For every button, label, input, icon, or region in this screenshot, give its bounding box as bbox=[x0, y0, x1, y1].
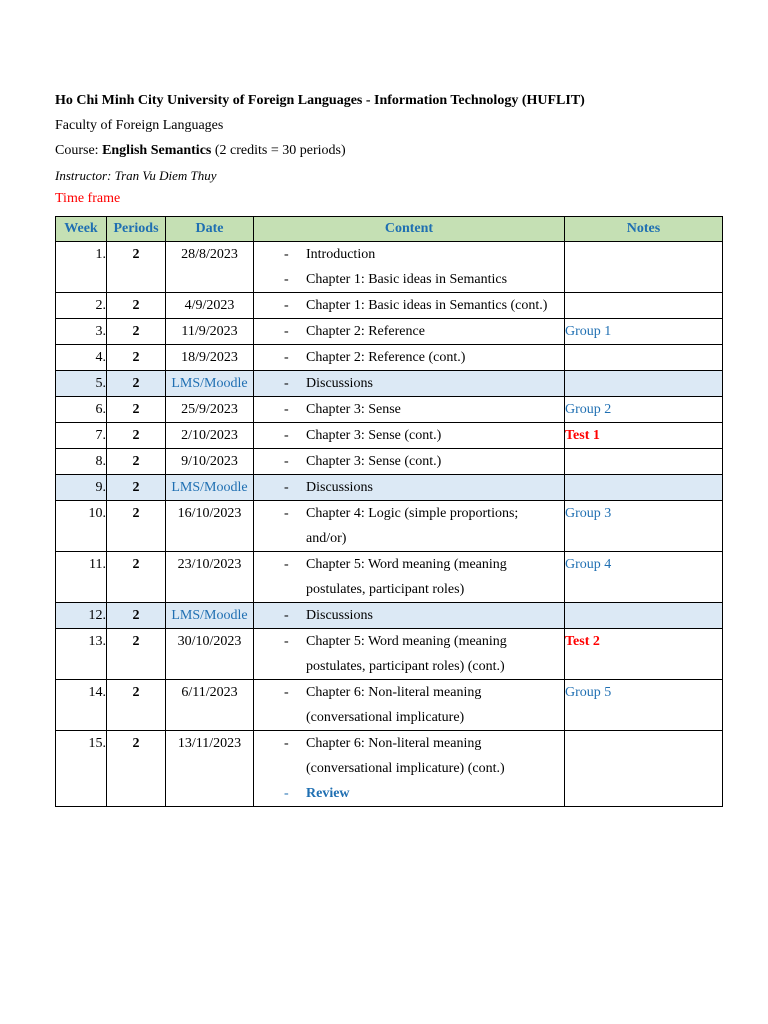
content-item bbox=[254, 371, 564, 396]
bullet-dash: - bbox=[284, 557, 289, 572]
content-line-continued: postulates, participant roles) bbox=[306, 582, 465, 597]
periods-cell: 2 bbox=[107, 552, 166, 603]
group-label: Group 4 bbox=[565, 557, 612, 572]
bullet-dash: - bbox=[284, 786, 289, 801]
col-header-periods: Periods bbox=[107, 217, 166, 242]
content-text: Chapter 3: Sense bbox=[306, 402, 401, 417]
table-row bbox=[56, 552, 723, 603]
content-cell bbox=[254, 345, 565, 371]
date-cell: 6/11/2023 bbox=[166, 680, 254, 731]
content-text: Chapter 1: Basic ideas in Semantics (cont.) bbox=[306, 298, 548, 313]
bullet-dash: - bbox=[284, 480, 289, 495]
content-cell bbox=[254, 371, 565, 397]
content-text: Chapter 4: Logic (simple proportions; bbox=[306, 506, 519, 521]
content-cell bbox=[254, 397, 565, 423]
content-item bbox=[254, 267, 564, 292]
table-row bbox=[56, 423, 723, 449]
group-label: Group 1 bbox=[565, 324, 612, 339]
content-cell bbox=[254, 423, 565, 449]
table-header-row bbox=[56, 217, 723, 242]
periods-cell: 2 bbox=[107, 731, 166, 807]
notes-cell bbox=[565, 242, 723, 293]
periods-cell: 2 bbox=[107, 319, 166, 345]
periods-cell: 2 bbox=[107, 449, 166, 475]
content-item bbox=[254, 781, 564, 806]
periods-cell: 2 bbox=[107, 603, 166, 629]
table-row bbox=[56, 501, 723, 552]
test-badge: Test 2 bbox=[565, 634, 600, 649]
bullet-dash: - bbox=[284, 685, 289, 700]
notes-cell bbox=[565, 319, 723, 345]
instructor-name: Instructor: Tran Vu Diem Thuy bbox=[55, 168, 217, 183]
course-credits: (2 credits = 30 periods) bbox=[211, 143, 346, 158]
university-title: Ho Chi Minh City University of Foreign Languages - Information Technology (HUFLIT) bbox=[55, 93, 585, 108]
schedule-table bbox=[55, 216, 723, 807]
week-cell: 13. bbox=[56, 629, 107, 680]
content-item bbox=[254, 293, 564, 318]
notes-cell bbox=[565, 293, 723, 319]
notes-cell bbox=[565, 345, 723, 371]
group-label: Group 2 bbox=[565, 402, 612, 417]
col-header-week: Week bbox=[56, 217, 107, 242]
content-item bbox=[254, 475, 564, 500]
content-cell bbox=[254, 629, 565, 680]
content-cell bbox=[254, 293, 565, 319]
periods-cell: 2 bbox=[107, 242, 166, 293]
content-cell bbox=[254, 731, 565, 807]
week-cell: 7. bbox=[56, 423, 107, 449]
group-label: Group 5 bbox=[565, 685, 612, 700]
content-item bbox=[254, 242, 564, 267]
week-cell: 12. bbox=[56, 603, 107, 629]
periods-cell: 2 bbox=[107, 629, 166, 680]
table-row bbox=[56, 293, 723, 319]
notes-cell bbox=[565, 731, 723, 807]
date-cell: 13/11/2023 bbox=[166, 731, 254, 807]
table-row bbox=[56, 629, 723, 680]
periods-cell: 2 bbox=[107, 293, 166, 319]
content-text: Review bbox=[306, 786, 350, 801]
table-row bbox=[56, 731, 723, 807]
week-cell: 2. bbox=[56, 293, 107, 319]
date-cell: 4/9/2023 bbox=[166, 293, 254, 319]
faculty-name: Faculty of Foreign Languages bbox=[55, 118, 224, 133]
date-cell: LMS/Moodle bbox=[166, 371, 254, 397]
date-cell: 25/9/2023 bbox=[166, 397, 254, 423]
week-cell: 5. bbox=[56, 371, 107, 397]
content-text: Chapter 6: Non-literal meaning bbox=[306, 736, 482, 751]
content-cell bbox=[254, 449, 565, 475]
content-text: Chapter 5: Word meaning (meaning bbox=[306, 634, 507, 649]
content-line-continued: and/or) bbox=[306, 531, 347, 546]
content-text: Chapter 2: Reference (cont.) bbox=[306, 350, 466, 365]
content-cell bbox=[254, 475, 565, 501]
week-cell: 11. bbox=[56, 552, 107, 603]
notes-cell bbox=[565, 603, 723, 629]
week-cell: 10. bbox=[56, 501, 107, 552]
table-row bbox=[56, 449, 723, 475]
content-text: Chapter 6: Non-literal meaning bbox=[306, 685, 482, 700]
date-cell: 9/10/2023 bbox=[166, 449, 254, 475]
bullet-dash: - bbox=[284, 608, 289, 623]
bullet-dash: - bbox=[284, 736, 289, 751]
periods-cell: 2 bbox=[107, 371, 166, 397]
notes-cell bbox=[565, 501, 723, 552]
bullet-dash: - bbox=[284, 428, 289, 443]
bullet-dash: - bbox=[284, 298, 289, 313]
week-cell: 14. bbox=[56, 680, 107, 731]
content-text: Introduction bbox=[306, 247, 376, 262]
content-cell bbox=[254, 319, 565, 345]
content-item bbox=[254, 731, 564, 756]
date-cell: 2/10/2023 bbox=[166, 423, 254, 449]
notes-cell bbox=[565, 680, 723, 731]
content-cell bbox=[254, 552, 565, 603]
content-item bbox=[254, 680, 564, 705]
table-row bbox=[56, 371, 723, 397]
week-cell: 8. bbox=[56, 449, 107, 475]
bullet-dash: - bbox=[284, 402, 289, 417]
bullet-dash: - bbox=[284, 247, 289, 262]
content-item bbox=[254, 397, 564, 422]
notes-cell bbox=[565, 371, 723, 397]
date-cell: LMS/Moodle bbox=[166, 603, 254, 629]
content-item bbox=[254, 319, 564, 344]
course-name: English Semantics bbox=[102, 143, 212, 158]
bullet-dash: - bbox=[284, 454, 289, 469]
week-cell: 4. bbox=[56, 345, 107, 371]
week-cell: 6. bbox=[56, 397, 107, 423]
content-item bbox=[254, 501, 564, 526]
content-text: Discussions bbox=[306, 376, 373, 391]
content-item bbox=[254, 423, 564, 448]
bullet-dash: - bbox=[284, 506, 289, 521]
content-text: Chapter 2: Reference bbox=[306, 324, 425, 339]
content-cell bbox=[254, 680, 565, 731]
periods-cell: 2 bbox=[107, 423, 166, 449]
content-item bbox=[254, 552, 564, 577]
group-label: Group 3 bbox=[565, 506, 612, 521]
date-cell: 28/8/2023 bbox=[166, 242, 254, 293]
content-text: Chapter 3: Sense (cont.) bbox=[306, 454, 442, 469]
course-prefix: Course: bbox=[55, 143, 103, 158]
col-header-content: Content bbox=[254, 217, 565, 242]
content-text: Chapter 1: Basic ideas in Semantics bbox=[306, 272, 508, 287]
table-row bbox=[56, 319, 723, 345]
table-row bbox=[56, 242, 723, 293]
table-row bbox=[56, 475, 723, 501]
content-item bbox=[254, 603, 564, 628]
content-text: Chapter 3: Sense (cont.) bbox=[306, 428, 442, 443]
date-cell: LMS/Moodle bbox=[166, 475, 254, 501]
content-line-continued: postulates, participant roles) (cont.) bbox=[306, 659, 505, 674]
periods-cell: 2 bbox=[107, 475, 166, 501]
bullet-dash: - bbox=[284, 376, 289, 391]
notes-cell bbox=[565, 397, 723, 423]
table-row bbox=[56, 345, 723, 371]
bullet-dash: - bbox=[284, 350, 289, 365]
notes-cell bbox=[565, 629, 723, 680]
test-badge: Test 1 bbox=[565, 428, 600, 443]
bullet-dash: - bbox=[284, 272, 289, 287]
table-row bbox=[56, 397, 723, 423]
periods-cell: 2 bbox=[107, 345, 166, 371]
content-item bbox=[254, 449, 564, 474]
week-cell: 3. bbox=[56, 319, 107, 345]
table-row bbox=[56, 680, 723, 731]
content-cell bbox=[254, 501, 565, 552]
col-header-notes: Notes bbox=[565, 217, 723, 242]
date-cell: 23/10/2023 bbox=[166, 552, 254, 603]
content-text: Discussions bbox=[306, 480, 373, 495]
notes-cell bbox=[565, 552, 723, 603]
content-line-continued: (conversational implicature) (cont.) bbox=[306, 761, 505, 776]
date-cell: 18/9/2023 bbox=[166, 345, 254, 371]
date-cell: 16/10/2023 bbox=[166, 501, 254, 552]
col-header-date: Date bbox=[166, 217, 254, 242]
content-item bbox=[254, 345, 564, 370]
content-text: Discussions bbox=[306, 608, 373, 623]
periods-cell: 2 bbox=[107, 501, 166, 552]
content-cell bbox=[254, 603, 565, 629]
date-cell: 30/10/2023 bbox=[166, 629, 254, 680]
course-line bbox=[55, 142, 346, 160]
week-cell: 1. bbox=[56, 242, 107, 293]
week-cell: 15. bbox=[56, 731, 107, 807]
content-text: Chapter 5: Word meaning (meaning bbox=[306, 557, 507, 572]
week-cell: 9. bbox=[56, 475, 107, 501]
content-item bbox=[254, 629, 564, 654]
notes-cell bbox=[565, 449, 723, 475]
content-line-continued: (conversational implicature) bbox=[306, 710, 465, 725]
periods-cell: 2 bbox=[107, 680, 166, 731]
content-cell bbox=[254, 242, 565, 293]
table-row bbox=[56, 603, 723, 629]
periods-cell: 2 bbox=[107, 397, 166, 423]
notes-cell bbox=[565, 475, 723, 501]
bullet-dash: - bbox=[284, 324, 289, 339]
date-cell: 11/9/2023 bbox=[166, 319, 254, 345]
notes-cell bbox=[565, 423, 723, 449]
section-title: Time frame bbox=[55, 191, 121, 206]
bullet-dash: - bbox=[284, 634, 289, 649]
